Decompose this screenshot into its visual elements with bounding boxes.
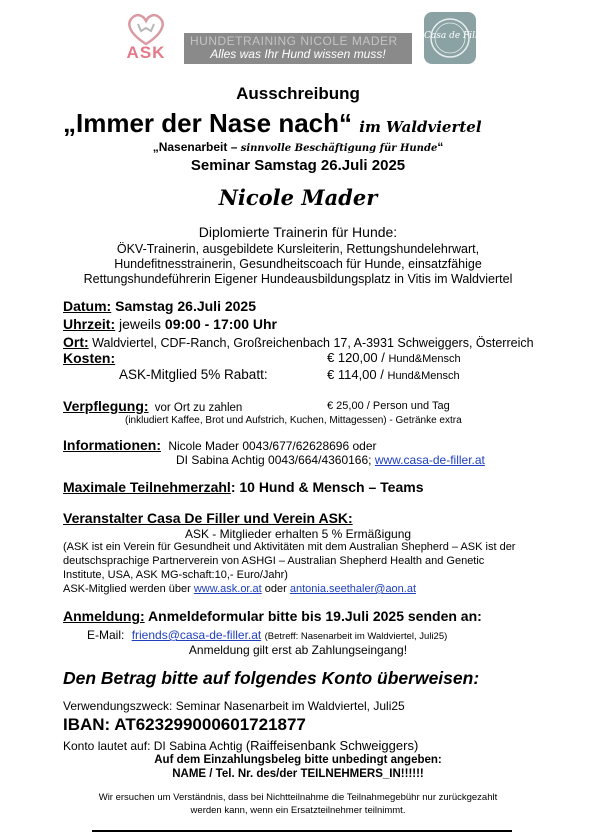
verpflegung-note: (inkludiert Kaffee, Brot und Aufstrich, Kuchen, Mittagessen) - Getränke extra <box>125 415 462 426</box>
payment-note-2: NAME / Tel. Nr. des/der TEILNEHMERS_IN!!!!!! <box>172 768 424 780</box>
teilnehmer-label: Maximale Teilnehmerzahl <box>63 479 231 495</box>
teilnehmer-row <box>63 479 424 495</box>
ort-label: Ort: <box>63 334 89 350</box>
kosten-amount: € 120,00 / <box>327 350 385 365</box>
ask-discount-label: ASK-Mitglied 5% Rabatt: <box>119 367 268 382</box>
anmeldung-row <box>63 608 482 624</box>
page-title-main: „Immer der Nase nach“ <box>63 108 353 138</box>
footer-divider <box>92 830 512 832</box>
uhrzeit-prefix: jeweils <box>119 316 162 332</box>
kosten-unit: Hund&Mensch <box>388 353 461 365</box>
casa-de-filler-link[interactable]: www.casa-de-filler.at <box>374 453 485 467</box>
banner-title: HUNDETRAINING NICOLE MADER <box>190 34 398 48</box>
casa-de-filler-logo <box>424 12 488 64</box>
page-title-suffix: im Waldviertel <box>359 118 482 136</box>
datum-row <box>63 298 256 314</box>
anmeldung-label: Anmeldung: <box>63 608 145 624</box>
informationen-label: Informationen: <box>63 437 161 453</box>
page-title <box>63 108 482 139</box>
anmeldung-confirm: Anmeldung gilt erst ab Zahlungseingang! <box>188 643 408 657</box>
trainer-qualifications-2: Hundefitnesstrainerin, Gesundheitscoach für Hunde, einsatzfähige <box>114 257 482 271</box>
payment-konto-owner: Konto lautet auf: DI Sabina Achtig <box>63 739 243 753</box>
anmeldung-email-row <box>87 628 447 642</box>
trainer-qualifications-1: ÖKV-Trainerin, ausgebildete Kursleiterin, Rettungshundelehrwart, <box>116 242 480 256</box>
informationen-contact-2: DI Sabina Achtig 0043/664/4360166; <box>176 453 372 467</box>
ask-discount-amount: € 114,00 / <box>327 367 384 382</box>
ort-row <box>63 334 534 350</box>
subtitle-prefix: „Nasenarbeit – <box>152 140 241 154</box>
payment-konto-bank: (Raiffeisenbank Schweiggers) <box>245 738 419 753</box>
veranstalter-line-4 <box>63 583 416 595</box>
anmeldung-email-link[interactable]: friends@casa-de-filler.at <box>131 628 262 642</box>
footer-line-2: werden kann, wenn ein Ersatzteilnehmer teilnimmt. <box>190 805 406 816</box>
uhrzeit-row <box>63 316 277 332</box>
payment-zweck: Verwendungszweck: Seminar Nasenarbeit im Waldviertel, Juli25 <box>63 699 405 713</box>
datum-value: Samstag 26.Juli 2025 <box>115 298 256 314</box>
verpflegung-label: Verpflegung: <box>63 398 149 414</box>
ask-logo <box>124 10 168 62</box>
veranstalter-heading: Veranstalter Casa De Filler und Verein ASK: <box>63 510 353 526</box>
informationen-row <box>63 437 377 453</box>
kosten-price <box>327 350 461 365</box>
filler-logo-text: Casa de Filler <box>424 31 488 41</box>
subtitle-script: sinnvolle Beschäftigung für Hunde <box>240 143 438 154</box>
teilnehmer-value: : 10 Hund & Mensch – Teams <box>230 479 424 495</box>
datum-label: Datum: <box>63 298 112 314</box>
informationen-row-2 <box>176 453 485 467</box>
veranstalter-line-2: deutschsprachige Partnerverein von ASHGI – Australian Shepherd Health and Genetic <box>63 555 485 567</box>
ask-logo-text: ASK <box>126 43 166 62</box>
ask-discount-unit: Hund&Mensch <box>387 370 460 382</box>
veranstalter-line-1: (ASK ist ein Verein für Gesundheit und Aktivitäten mit dem Australian Shepherd – ASK ist der <box>63 541 516 553</box>
subtitle-close: “ <box>437 140 444 154</box>
informationen-contact-1: Nicole Mader 0043/677/62628696 oder <box>168 439 377 453</box>
trainer-title: Diplomierte Trainerin für Hunde: <box>198 224 398 240</box>
anmeldung-email-label: E-Mail: <box>87 628 125 642</box>
anmeldung-text: Anmeldeformular bitte bis 19.Juli 2025 senden an: <box>148 608 482 624</box>
hundetraining-banner-logo <box>184 33 412 64</box>
seminar-date: Seminar Samstag 26.Juli 2025 <box>190 157 406 174</box>
ask-join-prefix: ASK-Mitglied werden über <box>63 583 191 595</box>
banner-slogan: Alles was Ihr Hund wissen muss! <box>210 47 386 61</box>
footer-line-1: Wir ersuchen um Verständnis, dass bei Nichtteilnahme die Teilnahmegebühr nur zurückgezahlt <box>98 792 498 803</box>
ask-website-link[interactable]: www.ask.or.at <box>193 583 262 595</box>
payment-note-1: Auf dem Einzahlungsbeleg bitte unbedingt angeben: <box>154 754 442 766</box>
ask-join-mid: oder <box>264 583 287 595</box>
verpflegung-row <box>63 398 242 414</box>
payment-konto-row <box>63 738 418 753</box>
trainer-qualifications-3: Rettungshundeführerin Eigener Hundeausbildungsplatz in Vitis im Waldviertel <box>83 272 513 286</box>
payment-heading: Den Betrag bitte auf folgendes Konto überweisen: <box>63 668 480 688</box>
payment-iban: IBAN: AT623299000601721877 <box>63 715 306 734</box>
anmeldung-email-note: (Betreff: Nasenarbeit im Waldviertel, Juli25) <box>264 631 448 642</box>
uhrzeit-label: Uhrzeit: <box>63 316 116 332</box>
subtitle <box>0 140 596 154</box>
ort-value: Waldviertel, CDF-Ranch, Großreichenbach 17, A-3931 Schweiggers, Österreich <box>92 336 534 350</box>
veranstalter-line-3: Institute, USA, ASK MG-schaft:10,- Euro/Jahr) <box>63 569 288 581</box>
document-label: Ausschreibung <box>236 84 360 103</box>
ask-discount-price <box>327 367 460 382</box>
ask-discount-info: ASK - Mitglieder erhalten 5 % Ermäßigung <box>184 527 412 541</box>
verpflegung-text: vor Ort zu zahlen <box>154 402 243 414</box>
verpflegung-price: € 25,00 / Person und Tag <box>327 400 450 412</box>
kosten-label: Kosten: <box>63 350 116 366</box>
trainer-name: Nicole Mader <box>218 185 378 210</box>
antonia-email-link[interactable]: antonia.seethaler@aon.at <box>289 583 417 595</box>
uhrzeit-value: 09:00 - 17:00 Uhr <box>164 316 277 332</box>
